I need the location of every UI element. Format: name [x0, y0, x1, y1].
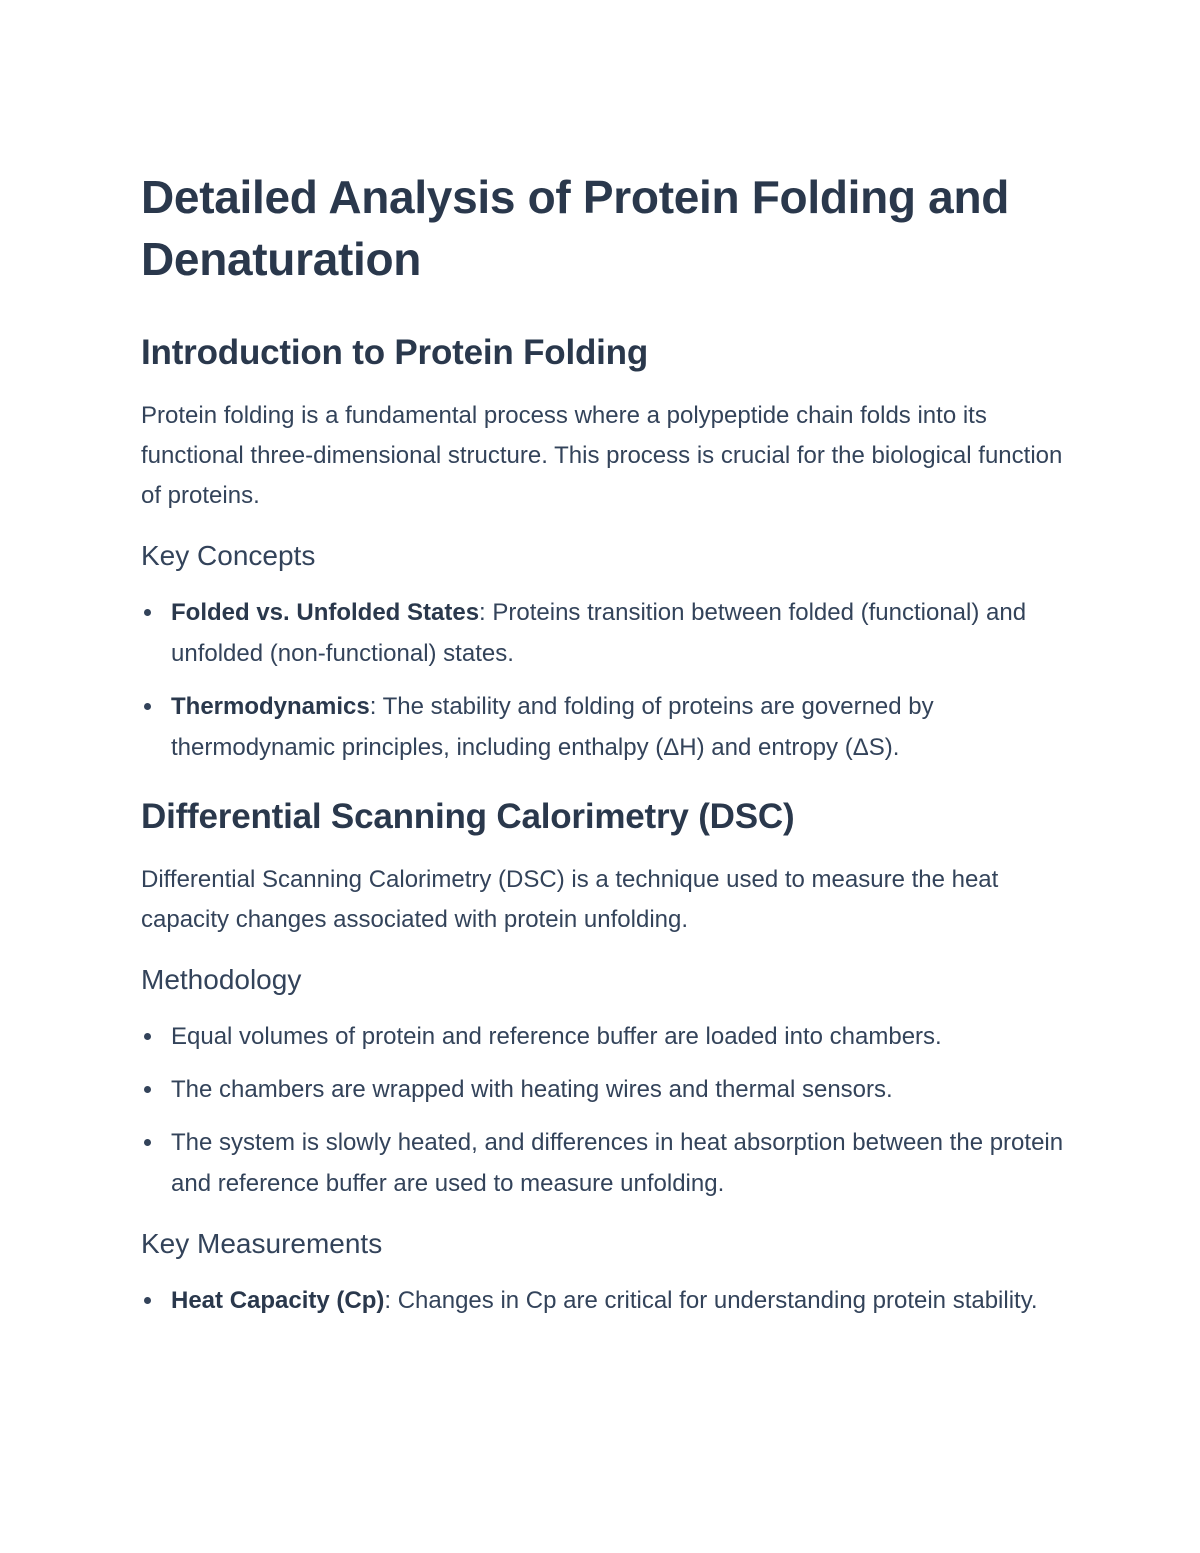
bullet-icon — [144, 1297, 151, 1304]
list-item-text: : The stability and folding of proteins are governed by thermodynamic principles, including enthalpy (ΔH) and entropy (ΔS). — [171, 693, 934, 761]
list-item — [141, 1122, 1071, 1204]
list-item-text: Equal volumes of protein and reference buffer are loaded into chambers. — [171, 1023, 942, 1050]
list-item — [141, 1069, 1071, 1110]
list-item-text: The chambers are wrapped with heating wires and thermal sensors. — [171, 1076, 893, 1103]
key-concepts-list — [141, 592, 1071, 768]
section-heading-dsc: Differential Scanning Calorimetry (DSC) — [141, 797, 795, 836]
document-page — [141, 166, 1071, 1343]
dsc-paragraph: Differential Scanning Calorimetry (DSC) is a technique used to measure the heat capacity changes associated with protein unfolding. — [141, 866, 999, 933]
bullet-icon — [144, 703, 151, 710]
subheading-key-measurements: Key Measurements — [141, 1228, 383, 1259]
key-measurements-list — [141, 1280, 1071, 1321]
bullet-icon — [144, 1139, 151, 1146]
list-item-text: : Changes in Cp are critical for understanding protein stability. — [384, 1287, 1038, 1314]
subheading-methodology: Methodology — [141, 964, 302, 995]
bullet-icon — [144, 609, 151, 616]
list-item-text: The system is slowly heated, and differences in heat absorption between the protein and reference buffer are used to measure unfolding. — [171, 1129, 1064, 1197]
section-heading-introduction: Introduction to Protein Folding — [141, 333, 649, 372]
page-title: Detailed Analysis of Protein Folding and Denaturation — [141, 171, 1010, 285]
introduction-paragraph: Protein folding is a fundamental process where a polypeptide chain folds into its functional three-dimensional structure. This process is crucial for the biological function of proteins. — [141, 402, 1063, 509]
list-item — [141, 1016, 1071, 1057]
methodology-list — [141, 1016, 1071, 1204]
list-item-term: Thermodynamics — [171, 693, 370, 720]
bullet-icon — [144, 1086, 151, 1093]
bullet-icon — [144, 1033, 151, 1040]
list-item-term: Heat Capacity (Cp) — [171, 1287, 385, 1314]
list-item — [141, 686, 1071, 768]
list-item-term: Folded vs. Unfolded States — [171, 599, 480, 626]
list-item-text: : Proteins transition between folded (functional) and unfolded (non-functional) states. — [171, 599, 1027, 667]
list-item — [141, 592, 1071, 674]
subheading-key-concepts: Key Concepts — [141, 540, 316, 571]
list-item — [141, 1280, 1071, 1321]
